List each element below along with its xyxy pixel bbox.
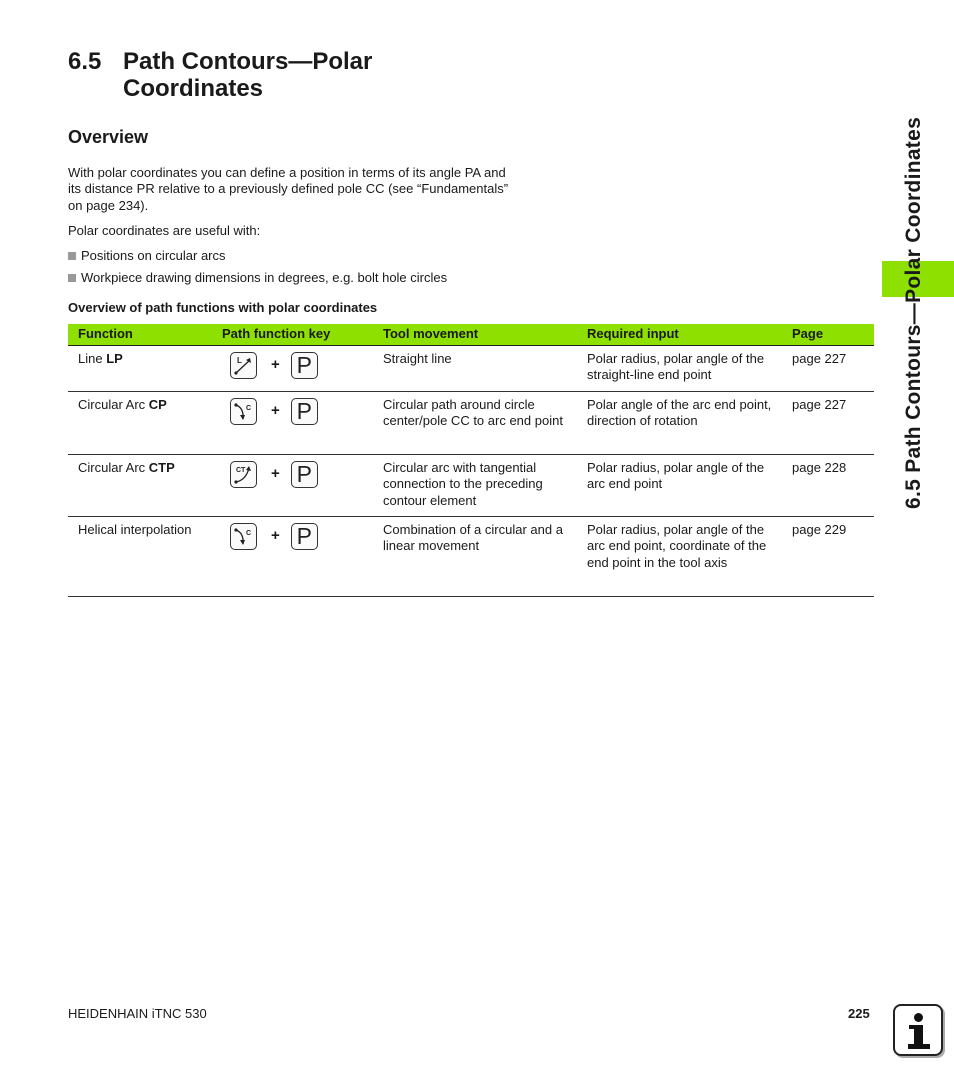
path-functions-table — [68, 324, 874, 597]
plus-sign: + — [271, 356, 280, 374]
plus-sign: + — [271, 402, 280, 420]
p-key-icon: P — [291, 461, 318, 488]
circle-c-key-icon — [230, 523, 257, 550]
useful-label: Polar coordinates are useful with: — [68, 223, 261, 238]
function-cell — [78, 351, 123, 367]
section-title — [68, 48, 423, 102]
plus-sign: + — [271, 465, 280, 483]
table-row — [68, 455, 874, 517]
function-cell — [78, 522, 191, 538]
key-sequence — [230, 461, 318, 488]
section-number: 6.5 — [68, 48, 102, 75]
function-code: CP — [148, 397, 167, 412]
input-cell: Polar radius, polar angle of the arc end point — [587, 460, 765, 492]
header-input: Required input — [587, 326, 679, 341]
bullet-text: Positions on circular arcs — [81, 248, 226, 263]
movement-cell: Circular arc with tangential connection to the preceding contour element — [383, 460, 543, 508]
page-cell: page 227 — [792, 351, 847, 366]
function-text: Circular Arc — [78, 397, 149, 412]
table-row — [68, 517, 874, 597]
input-cell: Polar radius, polar angle of the straight-line end point — [587, 351, 765, 383]
key-sequence — [230, 523, 318, 550]
page-cell: page 227 — [792, 397, 847, 412]
input-cell: Polar angle of the arc end point, direction of rotation — [587, 397, 772, 429]
table-caption: Overview of path functions with polar coordinates — [68, 300, 378, 315]
header-function: Function — [78, 326, 133, 341]
page-number: 225 — [848, 1006, 870, 1021]
table-row — [68, 392, 874, 455]
bullet-item — [68, 270, 447, 292]
movement-cell: Straight line — [383, 351, 452, 366]
page-cell: page 228 — [792, 460, 847, 475]
circle-c-key-icon — [230, 398, 257, 425]
svg-text:L: L — [237, 356, 242, 365]
intro-paragraph: With polar coordinates you can define a position in terms of its angle PA and its distance PR relative to a previously defined pole CC (see “Fundamentals” on page 234). — [68, 165, 509, 213]
header-movement: Tool movement — [383, 326, 479, 341]
plus-sign: + — [271, 527, 280, 545]
tangential-arc-ct-key-icon — [230, 461, 257, 488]
p-key-icon: P — [291, 523, 318, 550]
overview-heading: Overview — [68, 127, 149, 147]
bullet-item — [68, 248, 447, 270]
p-key-icon: P — [291, 352, 318, 379]
footer-product: HEIDENHAIN iTNC 530 — [68, 1006, 207, 1021]
movement-cell: Combination of a circular and a linear movement — [383, 522, 563, 554]
header-key: Path function key — [222, 326, 331, 341]
p-key-icon: P — [291, 398, 318, 425]
bullet-list — [68, 248, 447, 291]
function-cell — [78, 397, 167, 413]
section-title-text: Path Contours—Polar Coordinates — [123, 48, 373, 102]
function-code: CTP — [148, 460, 175, 475]
side-running-title: 6.5 Path Contours—Polar Coordinates — [902, 116, 925, 509]
svg-text:C: C — [246, 405, 252, 412]
header-page: Page — [792, 326, 824, 341]
square-bullet-icon — [68, 274, 76, 282]
table-header — [68, 324, 874, 346]
function-cell — [78, 460, 175, 476]
movement-cell: Circular path around circle center/pole CC to arc end point — [383, 397, 563, 429]
line-l-key-icon — [230, 352, 257, 379]
bullet-text: Workpiece drawing dimensions in degrees, e.g. bolt hole circles — [81, 269, 448, 285]
table-row — [68, 346, 874, 392]
function-text: Line — [78, 351, 107, 366]
function-text: Circular Arc — [78, 460, 149, 475]
square-bullet-icon — [68, 252, 76, 260]
svg-text:C: C — [246, 530, 252, 537]
function-text: Helical interpolation — [78, 522, 192, 537]
function-code: LP — [106, 351, 123, 366]
key-sequence — [230, 352, 318, 379]
input-cell: Polar radius, polar angle of the arc end point, coordinate of the end point in the tool axis — [587, 522, 767, 570]
page-cell: page 229 — [792, 522, 847, 537]
svg-text:CT: CT — [236, 467, 246, 474]
key-sequence — [230, 398, 318, 425]
info-icon — [893, 1004, 943, 1056]
